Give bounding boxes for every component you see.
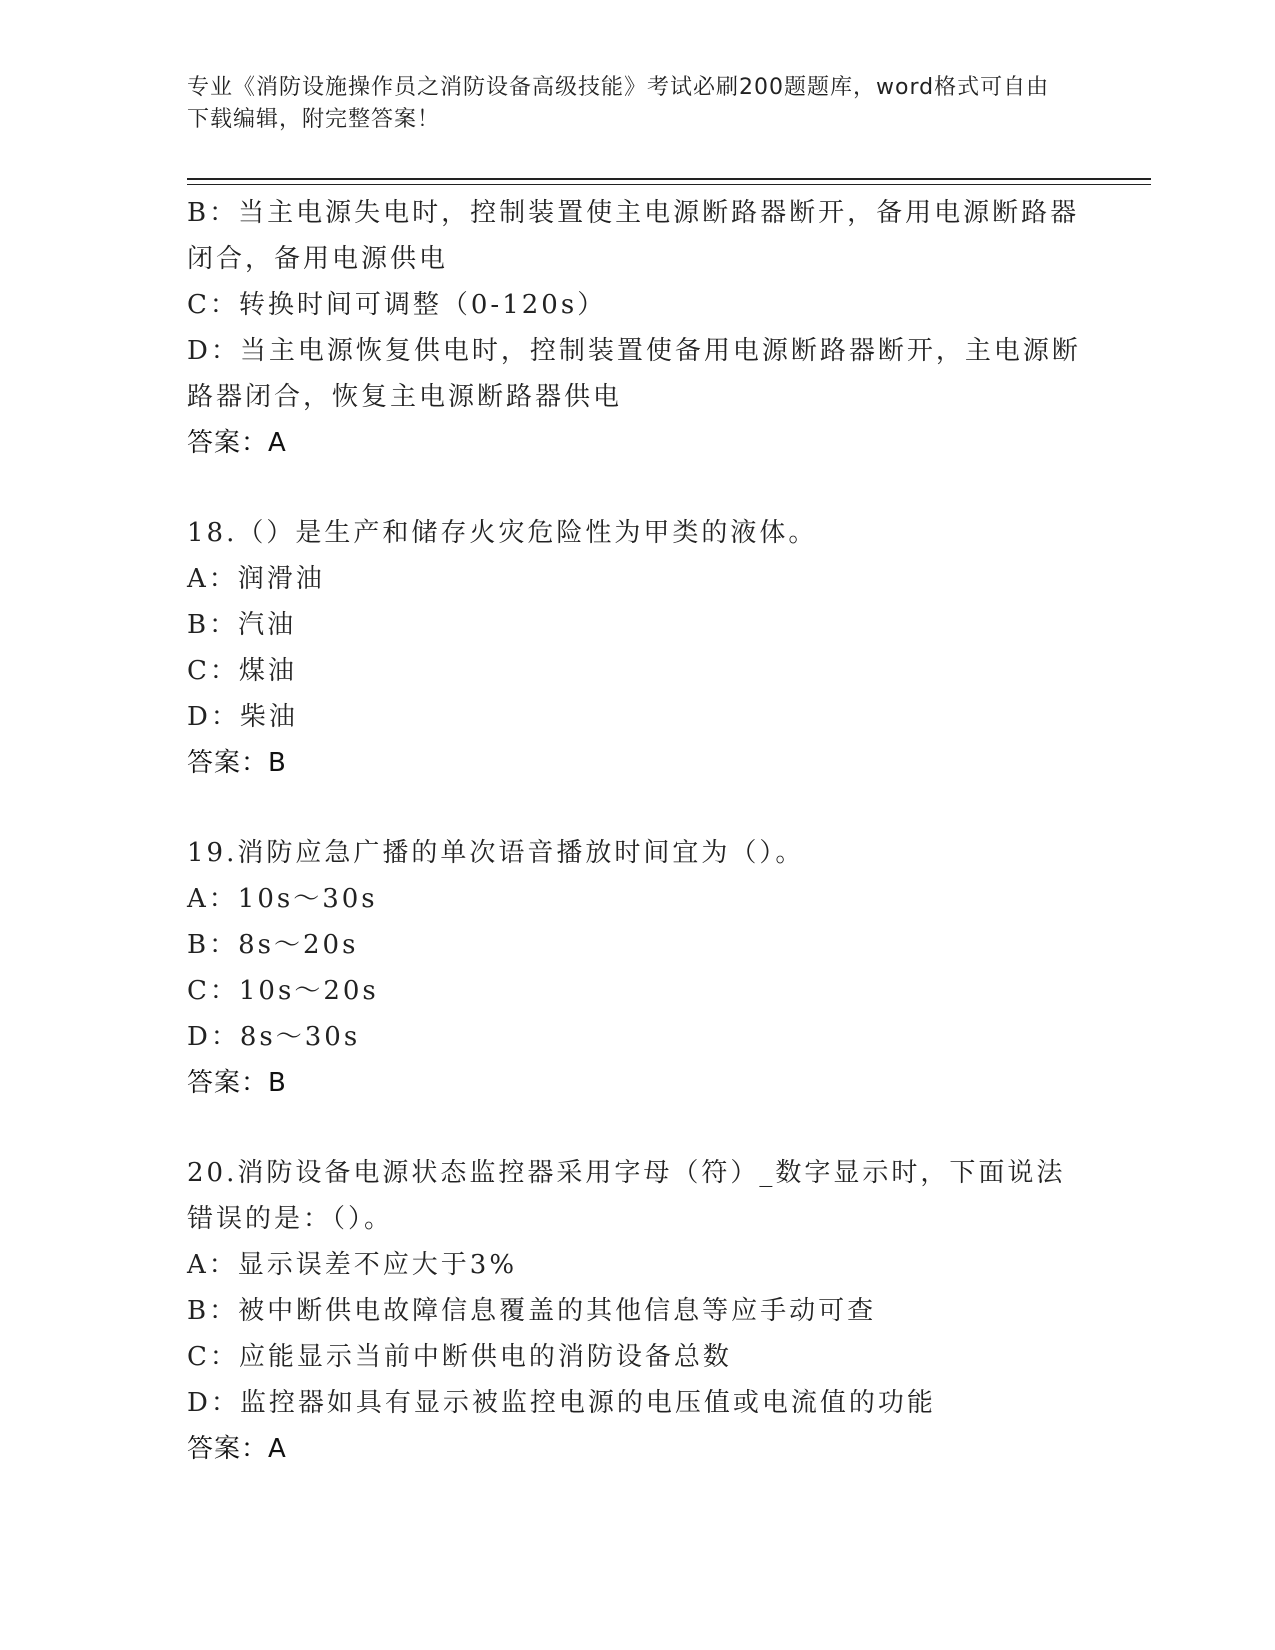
- option-a: A：润滑油: [187, 564, 325, 594]
- question-list: [187, 190, 1087, 1472]
- spacer: [187, 786, 1087, 830]
- option-c: C：应能显示当前中断供电的消防设备总数: [187, 1342, 732, 1372]
- document-header: 专业《消防设施操作员之消防设备高级技能》考试必刷200题题库，word格式可自由下载编辑，附完整答案！: [187, 75, 1050, 132]
- question-18: [187, 510, 1087, 786]
- option-b: B：被中断供电故障信息覆盖的其他信息等应手动可查: [187, 1296, 877, 1326]
- continued-question: [187, 190, 1087, 466]
- question-19: [187, 830, 1087, 1106]
- answer-line: 答案：B: [187, 1068, 287, 1098]
- option-d: D：监控器如具有显示被监控电源的电压值或电流值的功能: [187, 1388, 936, 1418]
- option-b: B：8s～20s: [187, 930, 359, 960]
- spacer: [187, 466, 1087, 510]
- option-c: C：煤油: [187, 656, 297, 686]
- answer-line: 答案：A: [187, 1434, 287, 1464]
- option-d: D：8s～30s: [187, 1022, 361, 1052]
- option-d: D：柴油: [187, 702, 298, 732]
- question-stem: 18.（）是生产和储存火灾危险性为甲类的液体。: [187, 518, 818, 548]
- option-a: A：显示误差不应大于3%: [187, 1250, 518, 1280]
- header-divider-thick: [187, 178, 1151, 180]
- option-b: B：汽油: [187, 610, 297, 640]
- option-b: B：当主电源失电时，控制装置使主电源断路器断开，备用电源断路器闭合，备用电源供电: [187, 198, 1080, 274]
- answer-line: 答案：B: [187, 748, 287, 778]
- option-c: C：10s～20s: [187, 976, 379, 1006]
- question-stem: 20.消防设备电源状态监控器采用字母（符）_数字显示时，下面说法错误的是：（）。: [187, 1158, 1066, 1234]
- option-d: D：当主电源恢复供电时，控制装置使备用电源断路器断开，主电源断路器闭合，恢复主电源断路器供电: [187, 336, 1081, 412]
- option-c: C：转换时间可调整（0-120s）: [187, 290, 607, 320]
- header-divider-thin: [187, 184, 1151, 185]
- answer-line: 答案：A: [187, 428, 287, 458]
- option-a: A：10s～30s: [187, 884, 378, 914]
- question-20: [187, 1150, 1087, 1472]
- spacer: [187, 1106, 1087, 1150]
- question-stem: 19.消防应急广播的单次语音播放时间宜为（）。: [187, 838, 805, 868]
